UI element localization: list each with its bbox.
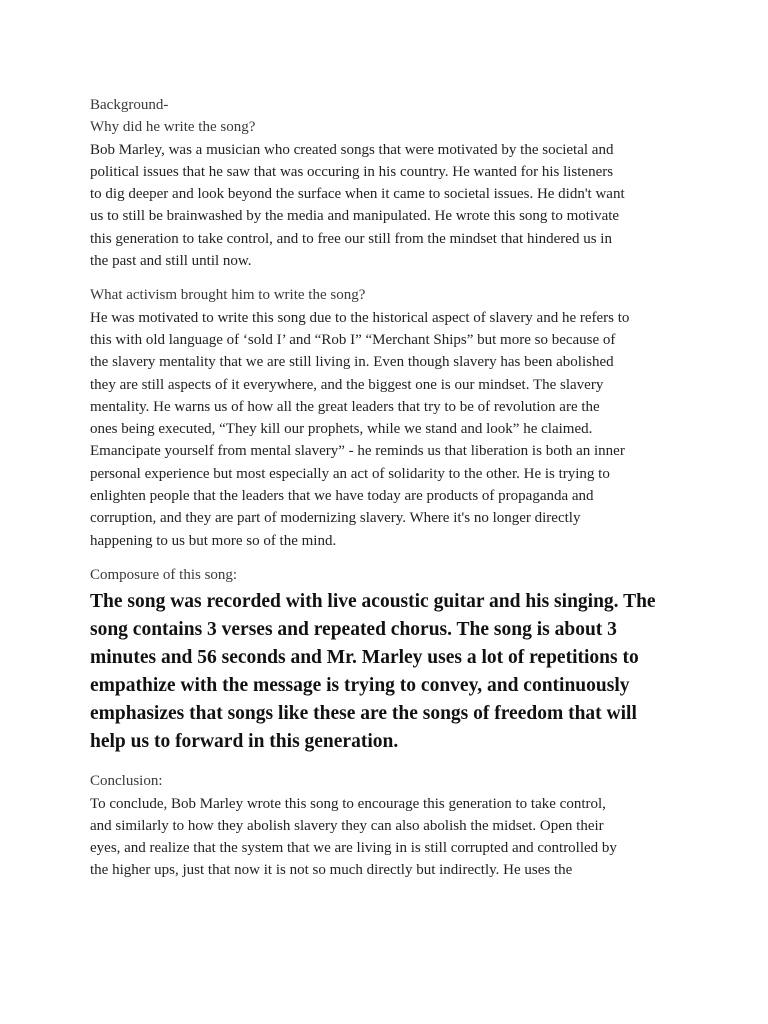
bold-line: song contains 3 verses and repeated chorus. The song is about 3: [90, 619, 617, 641]
bold-line: help us to forward in this generation.: [90, 731, 399, 753]
paragraph-line: He was motivated to write this song due to the historical aspect of slavery and he refers to: [90, 309, 630, 326]
bold-line: minutes and 56 seconds and Mr. Marley uses a lot of repetitions to: [90, 647, 639, 669]
paragraph-line: and similarly to how they abolish slavery they can also abolish the midset. Open their: [90, 817, 604, 834]
background-question: Why did he write the song?: [90, 119, 256, 136]
paragraph-line: enlighten people that the leaders that we have today are products of propaganda and: [90, 488, 594, 505]
activism-section: [90, 284, 690, 552]
composure-section: [90, 564, 690, 756]
paragraph-line: us to still be brainwashed by the media and manipulated. He wrote this song to motivate: [90, 208, 620, 225]
background-heading: Background-: [90, 97, 169, 113]
paragraph-line: ones being executed, “They kill our prophets, while we stand and look” he claimed.: [90, 421, 593, 438]
background-section: [90, 94, 690, 272]
paragraph-line: the higher ups, just that now it is not so much directly but indirectly. He uses the: [90, 862, 573, 879]
paragraph-line: corruption, and they are part of modernizing slavery. Where it's no longer directly: [90, 510, 581, 527]
conclusion-heading: Conclusion:: [90, 773, 163, 790]
paragraph-line: this generation to take control, and to free our still from the mindset that hindered us in: [90, 230, 612, 247]
paragraph-line: they are still aspects of it everywhere, and the biggest one is our mindset. The slavery: [90, 376, 604, 393]
paragraph-line: the past and still until now.: [90, 253, 252, 270]
bold-line: empathize with the message is trying to convey, and continuously: [90, 675, 630, 697]
composure-heading: Composure of this song:: [90, 566, 238, 583]
conclusion-section: [90, 770, 690, 881]
paragraph-line: To conclude, Bob Marley wrote this song to encourage this generation to take control,: [90, 795, 606, 812]
document-page: [90, 94, 690, 882]
paragraph-line: this with old language of ‘sold I’ and “Rob I” “Merchant Ships” but more so because of: [90, 331, 616, 348]
bold-line: emphasizes that songs like these are the songs of freedom that will: [90, 703, 637, 725]
paragraph-line: to dig deeper and look beyond the surface when it came to societal issues. He didn't want: [90, 186, 625, 203]
paragraph-line: happening to us but more so of the mind.: [90, 532, 337, 549]
activism-question: What activism brought him to write the song?: [90, 287, 366, 304]
spacer: [90, 272, 690, 284]
paragraph-line: Bob Marley, was a musician who created songs that were motivated by the societal and: [90, 141, 614, 158]
spacer: [90, 756, 690, 770]
spacer: [90, 552, 690, 564]
paragraph-line: political issues that he saw that was occuring in his country. He wanted for his listeners: [90, 163, 614, 180]
paragraph-line: eyes, and realize that the system that we are living in is still corrupted and controlled by: [90, 840, 617, 857]
composure-bold-paragraph: [90, 588, 690, 756]
paragraph-line: personal experience but most especially an act of solidarity to the other. He is trying to: [90, 465, 610, 482]
paragraph-line: mentality. He warns us of how all the great leaders that try to be of revolution are the: [90, 398, 600, 415]
bold-line: The song was recorded with live acoustic guitar and his singing. The: [90, 591, 656, 613]
paragraph-line: Emancipate yourself from mental slavery” - he reminds us that liberation is both an inner: [90, 443, 625, 460]
paragraph-line: the slavery mentality that we are still living in. Even though slavery has been abolished: [90, 354, 614, 371]
